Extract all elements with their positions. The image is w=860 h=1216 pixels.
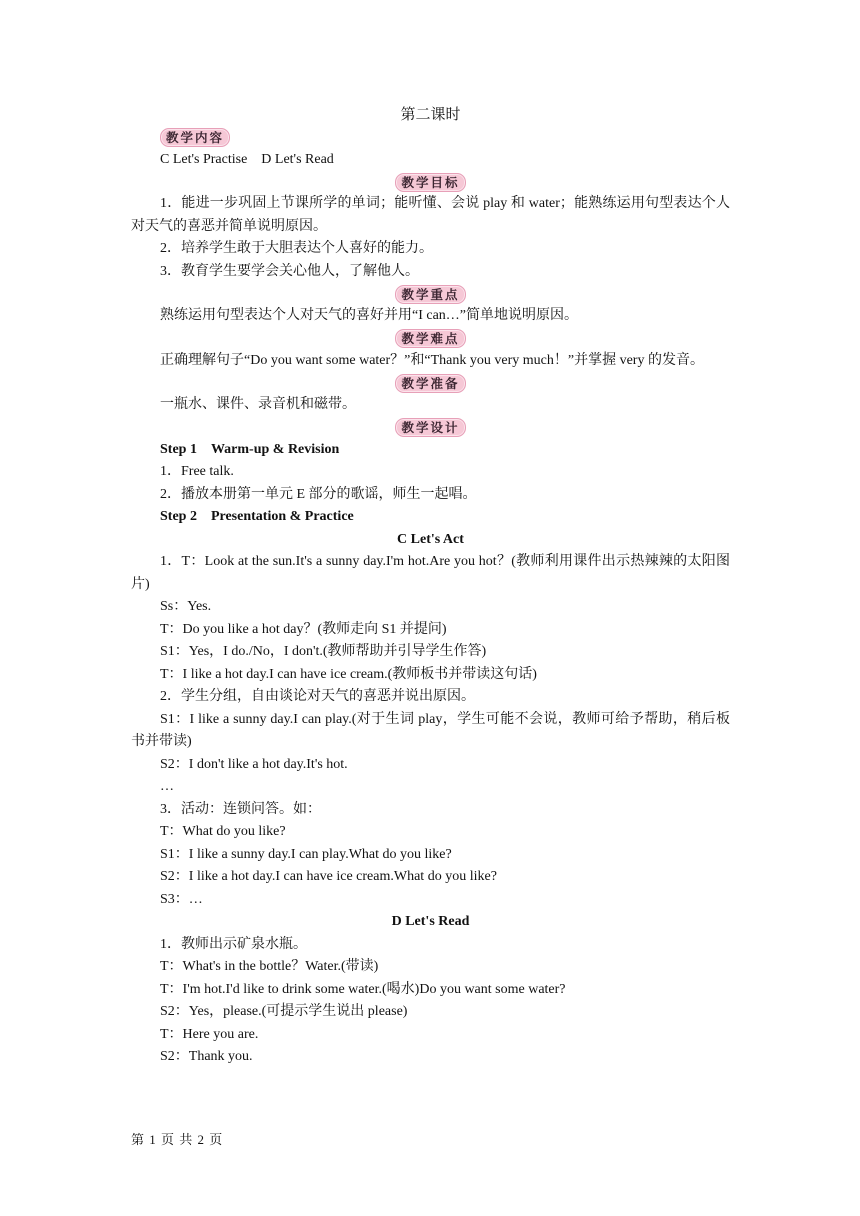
dialogue-line: S3：…	[160, 891, 203, 907]
dialogue-line: T：Do you like a hot day？(教师走向 S1 并提问)	[160, 621, 447, 637]
section-difficulties-row	[131, 328, 730, 350]
section-key-points-row	[131, 283, 730, 305]
page-title: 第二课时	[400, 107, 461, 123]
step1-item: 2．播放本册第一单元 E 部分的歌谣，师生一起唱。	[160, 486, 477, 502]
difficulties-text: 正确理解句子“Do you want some water？”和“Thank you very much！”并掌握 very 的发音。	[160, 352, 704, 368]
dialogue-line: 1．T：Look at the sun.It's a sunny day.I'm hot.Are you hot？(教师利用课件出示热辣辣的太阳图片)	[131, 554, 730, 592]
content-text: C Let's Practise D Let's Read	[160, 151, 334, 167]
section-design-row	[131, 417, 730, 439]
dialogue-line: Ss：Yes.	[160, 599, 212, 614]
section-badge-design: 教学设计	[395, 418, 465, 437]
step2-heading: Step 2 Presentation & Practice	[160, 509, 354, 524]
dialogue-line: S2：Yes，please.(可提示学生说出 please)	[160, 1004, 408, 1019]
key-points-text: 熟练运用句型表达个人对天气的喜好并用“I can…”简单地说明原因。	[160, 308, 579, 323]
section-goals-row	[131, 171, 730, 193]
d-lets-read-heading: D Let's Read	[391, 914, 470, 929]
preparation-text: 一瓶水、课件、录音机和磁带。	[160, 397, 356, 412]
lesson-body	[131, 104, 730, 1069]
dialogue-line: T：What do you like?	[160, 824, 286, 839]
dialogue-line: 1．教师出示矿泉水瓶。	[160, 936, 307, 952]
dialogue-line: …	[160, 779, 174, 794]
dialogue-line: T：What's in the bottle？Water.(带读)	[160, 959, 379, 974]
dialogue-line: 2．学生分组，自由谈论对天气的喜恶并说出原因。	[160, 689, 475, 704]
section-preparation-row	[131, 372, 730, 394]
section-badge-goals: 教学目标	[395, 173, 465, 192]
dialogue-line: S1：Yes，I do./No，I don't.(教师帮助并引导学生作答)	[160, 644, 487, 659]
goal-item: 2．培养学生敢于大胆表达个人喜好的能力。	[160, 241, 433, 256]
dialogue-line: S2：I like a hot day.I can have ice cream.What do you like?	[160, 869, 497, 884]
c-lets-act-heading: C Let's Act	[397, 531, 464, 547]
dialogue-line: S2：Thank you.	[160, 1049, 253, 1064]
section-badge-content: 教学内容	[160, 128, 230, 147]
dialogue-line: 3．活动：连锁问答。如：	[160, 801, 321, 817]
goal-item: 1．能进一步巩固上节课所学的单词；能听懂、会说 play 和 water；能熟练运用句型表达个人对天气的喜恶并简单说明原因。	[131, 196, 730, 234]
dialogue-line: T：I like a hot day.I can have ice cream.(教师板书并带读这句话)	[160, 666, 537, 682]
section-badge-key-points: 教学重点	[395, 285, 465, 304]
section-badge-difficulties: 教学难点	[395, 329, 465, 348]
dialogue-line: T：I'm hot.I'd like to drink some water.(喝水)Do you want some water?	[160, 981, 566, 997]
goal-item: 3．教育学生要学会关心他人，了解他人。	[160, 263, 419, 279]
dialogue-line: S2：I don't like a hot day.It's hot.	[160, 756, 348, 772]
step1-heading: Step 1 Warm-up & Revision	[160, 441, 340, 457]
dialogue-line: T：Here you are.	[160, 1026, 259, 1042]
dialogue-line: S1：I like a sunny day.I can play.(对于生词 play，学生可能不会说，教师可给予帮助，稍后板书并带读)	[131, 711, 730, 749]
section-badge-preparation: 教学准备	[395, 374, 465, 393]
dialogue-line: S1：I like a sunny day.I can play.What do you like?	[160, 846, 452, 862]
section-content-row	[131, 127, 730, 149]
page-footer: 第 1 页 共 2 页	[131, 1132, 224, 1147]
step1-item: 1．Free talk.	[160, 464, 234, 479]
